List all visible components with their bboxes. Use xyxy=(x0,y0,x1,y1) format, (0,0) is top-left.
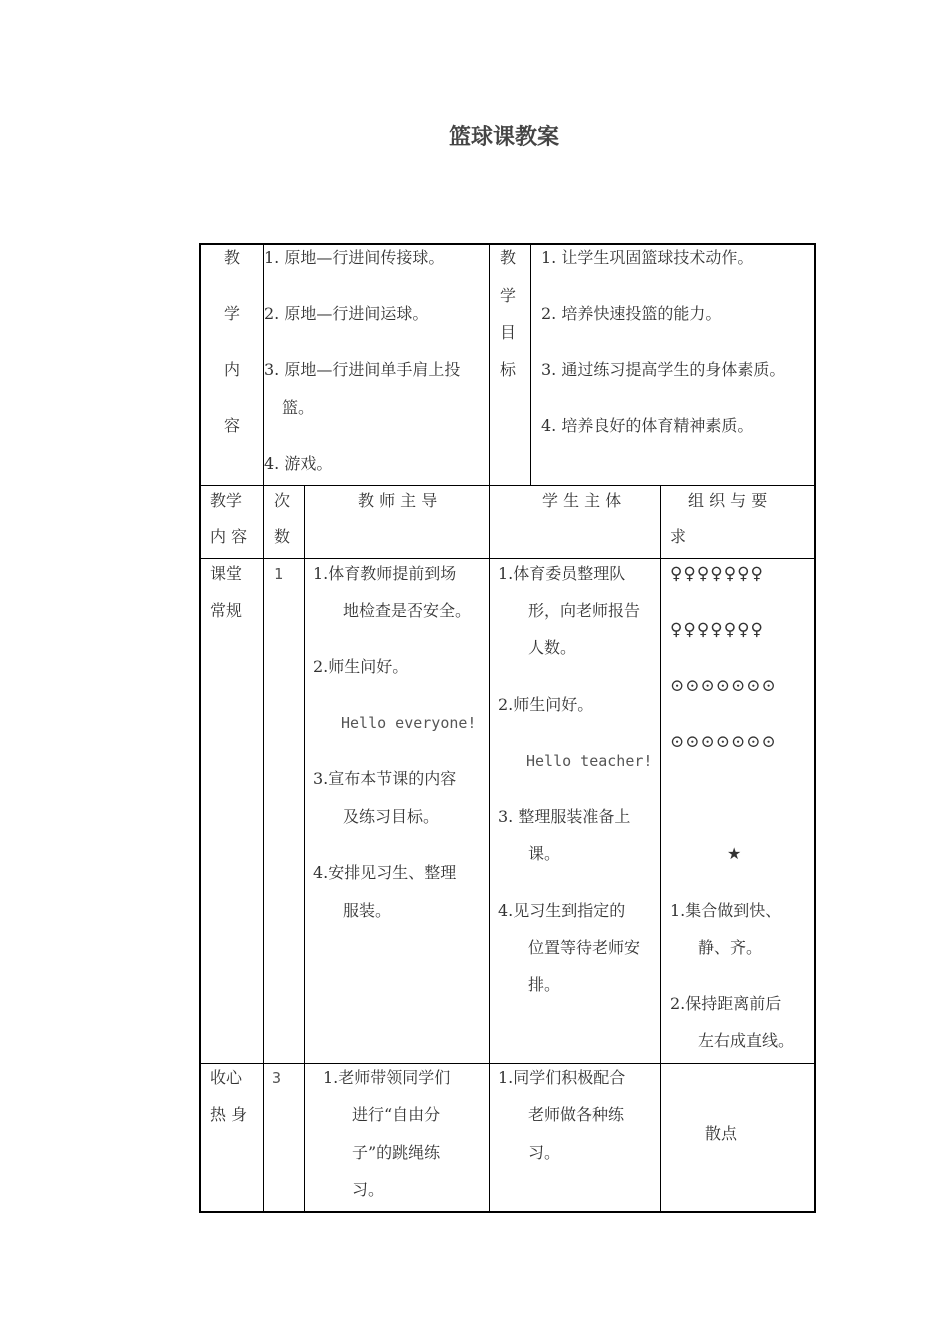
formation-female-row: ♀♀♀♀♀♀♀ xyxy=(670,620,764,640)
teacher-line: 1.体育教师提前到场 xyxy=(313,564,457,583)
row-name: 热 身 xyxy=(210,1105,248,1124)
teacher-line: 及练习目标。 xyxy=(343,807,440,826)
teacher-line: 服装。 xyxy=(343,901,392,920)
grid-line xyxy=(304,485,305,1213)
grid-line xyxy=(489,243,490,1213)
student-line: 老师做各种练 xyxy=(528,1105,625,1124)
page-title: 篮球课教案 xyxy=(448,125,559,150)
teacher-line: 4.安排见习生、整理 xyxy=(313,863,457,882)
grid-line xyxy=(660,485,661,1213)
org-requirement: 1.集合做到快、 xyxy=(670,901,782,920)
student-line: 习。 xyxy=(528,1143,561,1162)
student-line: 人数。 xyxy=(528,638,577,657)
content-item: 1. 原地—行进间传接球。 xyxy=(264,248,445,267)
teacher-line: 2.师生问好。 xyxy=(313,657,409,676)
header-content: 内 容 xyxy=(210,527,248,546)
goal-item: 3. 通过练习提高学生的身体素质。 xyxy=(541,360,786,379)
teacher-star-icon: ★ xyxy=(727,844,742,863)
formation-male-row: ⊙⊙⊙⊙⊙⊙⊙ xyxy=(670,676,777,696)
goal-head-char: 目 xyxy=(500,323,517,342)
grid-line xyxy=(199,558,816,559)
student-line: 排。 xyxy=(528,975,561,994)
teacher-line: 习。 xyxy=(352,1180,385,1199)
teacher-line: 1.老师带领同学们 xyxy=(323,1068,451,1087)
student-line: 1.同学们积极配合 xyxy=(498,1068,626,1087)
org-scatter: 散点 xyxy=(705,1124,738,1143)
org-requirement: 静、齐。 xyxy=(698,938,763,957)
teacher-line: 3.宣布本节课的内容 xyxy=(313,769,457,788)
header-content: 教学 xyxy=(210,491,243,510)
org-requirement: 2.保持距离前后 xyxy=(670,994,782,1013)
row-name: 常规 xyxy=(210,601,243,620)
header-teacher: 教 师 主 导 xyxy=(358,491,438,510)
header-count: 数 xyxy=(274,527,291,546)
content-head-char: 学 xyxy=(224,304,241,323)
teacher-line: 地检查是否安全。 xyxy=(343,601,472,620)
student-line: 3. 整理服装准备上 xyxy=(498,807,631,826)
header-student: 学 生 主 体 xyxy=(542,491,622,510)
formation-male-row: ⊙⊙⊙⊙⊙⊙⊙ xyxy=(670,732,777,752)
goal-item: 2. 培养快速投篮的能力。 xyxy=(541,304,722,323)
content-item: 4. 游戏。 xyxy=(264,454,333,473)
content-item: 篮。 xyxy=(282,398,315,417)
goal-head-char: 教 xyxy=(500,248,517,267)
student-line: 位置等待老师安 xyxy=(528,938,641,957)
teacher-line: 子”的跳绳练 xyxy=(352,1143,441,1162)
table-border-bottom xyxy=(199,1211,816,1213)
formation-female-row: ♀♀♀♀♀♀♀ xyxy=(670,564,764,584)
table-border-top xyxy=(199,243,816,245)
student-line: 形，向老师报告 xyxy=(528,601,641,620)
content-head-char: 容 xyxy=(224,416,241,435)
row-count: 1 xyxy=(274,565,284,583)
student-line: Hello teacher! xyxy=(526,752,653,770)
student-line: 2.师生问好。 xyxy=(498,695,594,714)
grid-line xyxy=(263,243,264,1213)
student-line: 课。 xyxy=(528,844,561,863)
org-requirement: 左右成直线。 xyxy=(698,1031,795,1050)
content-item: 2. 原地—行进间运球。 xyxy=(264,304,429,323)
goal-head-char: 学 xyxy=(500,286,517,305)
grid-line xyxy=(530,243,531,486)
student-line: 4.见习生到指定的 xyxy=(498,901,626,920)
teacher-line: 进行“自由分 xyxy=(352,1105,441,1124)
goal-head-char: 标 xyxy=(500,360,517,379)
header-organization: 组 织 与 要 xyxy=(688,491,768,510)
row-name: 课堂 xyxy=(210,564,243,583)
grid-line xyxy=(199,1063,816,1064)
table-border-left xyxy=(199,243,201,1213)
row-count: 3 xyxy=(272,1069,282,1087)
goal-item: 1. 让学生巩固篮球技术动作。 xyxy=(541,248,754,267)
teacher-line: Hello everyone! xyxy=(341,714,477,732)
student-line: 1.体育委员整理队 xyxy=(498,564,626,583)
header-count: 次 xyxy=(274,491,291,510)
content-head-char: 内 xyxy=(224,360,241,379)
row-name: 收心 xyxy=(210,1068,243,1087)
header-organization: 求 xyxy=(670,527,687,546)
table-border-right xyxy=(814,243,816,1213)
goal-item: 4. 培养良好的体育精神素质。 xyxy=(541,416,754,435)
content-head-char: 教 xyxy=(224,248,241,267)
grid-line xyxy=(199,485,816,486)
content-item: 3. 原地—行进间单手肩上投 xyxy=(264,360,461,379)
